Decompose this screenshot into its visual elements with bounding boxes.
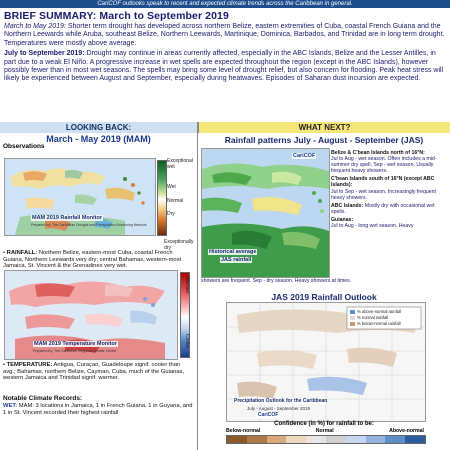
rainfall-bullet: • RAINFALL: Northern Belize, eastern-most Cuba, coastal French Guiana, Northern Leewards very dry; central Bahamas, western-most Jamaica, St. Vincent & the Grenadines very wet. bbox=[3, 250, 182, 270]
outlook-caption-1: Precipitation Outlook for the Caribbean bbox=[234, 398, 328, 404]
historical-map-caption-1: Historical average bbox=[209, 249, 257, 255]
rainfall-map-credit: Prepared by: The Caribbean Drought and Precipitation Monitoring Network bbox=[31, 223, 147, 227]
outlook-legend-above: % above-normal rainfall bbox=[357, 309, 401, 314]
records-title: Notable Climate Records: bbox=[3, 395, 83, 402]
rainfall-monitor-map bbox=[4, 158, 156, 236]
note-south-text: Jul to Sep - wet season. Increasingly frequent heavy showers. bbox=[331, 188, 436, 201]
looking-back-column bbox=[0, 122, 198, 450]
records-wet-text: MAM: 3 locations in Jamaica, 1 in French Guiana, 1 in Guyana, and 1 in St. Vincent recorded their highest rainfall bbox=[3, 403, 193, 416]
confidence-color-scale bbox=[226, 435, 426, 444]
rain-legend-bottom: Exceptionally dry bbox=[164, 239, 194, 251]
note-abc-heading: ABC Islands: bbox=[331, 202, 364, 209]
brief-summary bbox=[0, 8, 450, 84]
jas-title: Rainfall patterns July - August - September (JAS) bbox=[224, 135, 424, 145]
rain-legend-normal: Normal bbox=[167, 198, 184, 204]
brief-mam-text: Shorter term drought has developed across northern Belize, eastern extremities of Cuba, coastal French Guiana and the Northern Leewards while Aruba, southeast Belize, Northern Leewards, Martinique, Dominica, Barbados, and Trinidad are in long term drought. Temperatures were mostly above average. bbox=[4, 23, 445, 47]
note-guianas-text: Jul to Aug - long wet season. Heavy bbox=[331, 223, 414, 230]
confidence-below: Below-normal bbox=[226, 428, 261, 434]
brief-jas-lead: July to September 2019: bbox=[4, 50, 85, 58]
outlook-logo: CariCOF bbox=[258, 412, 279, 418]
historical-map-logo: CariCOF bbox=[293, 153, 316, 159]
note-abc bbox=[331, 203, 448, 215]
brief-paragraph-mam bbox=[4, 23, 446, 48]
note-north-text: Jul to Aug - wet season. Often includes a mid-summer dry spell. Sep - wet season. Usually frequent heavy showers. bbox=[331, 156, 437, 175]
confidence-title: Confidence (in %) for rainfall to be: bbox=[274, 421, 374, 427]
temperature-bullet-lead: TEMPERATURE: bbox=[6, 362, 53, 368]
rain-legend-dry: Dry bbox=[167, 211, 175, 217]
temp-legend-bottom: Cooler bbox=[184, 334, 190, 349]
jas-outlook-map bbox=[226, 302, 426, 422]
what-next-band: WHAT NEXT? bbox=[198, 122, 450, 133]
seasonal-notes bbox=[331, 150, 448, 229]
outlook-legend-below: % below-normal rainfall bbox=[357, 321, 401, 326]
historical-jas-rainfall-map bbox=[201, 148, 330, 278]
rainfall-bullet-text: Northern Belize, eastern-most Cuba, coastal French Guiana, Northern Leewards very dry; central Bahamas, western-most Jamaica, St. Vincent & the Grenadines very wet. bbox=[3, 250, 182, 270]
temperature-bullet-text: Antigua, Curaçao, Guadeloupe signif. cooler than avg.; Bahamas, northern Belize, Cayman, Cuba, much of the Guianas, western Jamaica and Trinidad signif. warmer. bbox=[3, 362, 185, 382]
rainfall-bullet-lead: RAINFALL: bbox=[6, 250, 38, 256]
jas-outlook-title: JAS 2019 Rainfall Outlook bbox=[271, 292, 377, 302]
brief-mam-lead: March to May 2019: bbox=[4, 23, 66, 30]
historical-map-caption-2: JAS rainfall bbox=[221, 257, 252, 263]
two-column-section bbox=[0, 122, 450, 450]
what-next-column bbox=[198, 122, 450, 450]
mam-title: March - May 2019 (MAM) bbox=[46, 134, 151, 144]
rain-legend-wet: Wet bbox=[167, 184, 176, 190]
brief-paragraph-jas bbox=[4, 50, 446, 84]
rainfall-legend-bar bbox=[157, 160, 167, 236]
note-north-heading: Belize & C'bean Islands north of 16°N: bbox=[331, 150, 425, 156]
header-strip: CariCOF outlooks speak to recent and expected climate trends across the Caribbean in general. bbox=[0, 0, 450, 8]
note-south-heading: C'bean Islands south of 16°N (except ABC Islands): bbox=[331, 176, 435, 189]
temperature-map-credit: Prepared by: The Caribbean Regional Climate Centre bbox=[33, 349, 117, 353]
confidence-above: Above-normal bbox=[389, 428, 424, 434]
confidence-headings bbox=[226, 428, 424, 434]
confidence-normal: Normal bbox=[315, 428, 334, 434]
temp-legend-top: Warmer bbox=[184, 276, 190, 294]
temperature-map-caption: MAM 2019 Temperature Monitor bbox=[34, 341, 118, 347]
temperature-bullet: • TEMPERATURE: Antigua, Curaçao, Guadeloupe signif. cooler than avg.; Bahamas, northern Belize, Cayman, Cuba, much of the Guianas, western Jamaica and Trinidad signif. warmer. bbox=[3, 362, 185, 382]
brief-title: BRIEF SUMMARY: March to September 2019 bbox=[4, 10, 229, 22]
outlook-caption-2: July - August - September 2019 bbox=[247, 406, 311, 411]
rainfall-map-caption: MAM 2019 Rainfall Monitor bbox=[32, 215, 102, 221]
records-wet bbox=[3, 403, 193, 416]
note-guianas-continued: showers are frequent. Sep - dry season. Heavy showers at times. bbox=[201, 278, 352, 284]
observations-label: Observations bbox=[3, 143, 45, 150]
brief-jas-text: Drought may continue in areas currently affected, especially in the ABC Islands, Belize and the Lesser Antilles, in part due to a weak El Niño. A progressive increase in wet spells are expected throughout the region (except in the ABC Islands), however possibly fewer than in most wet seasons. The spells may bring some level of drought relief, but also concern for flooding. Peak heat stress will likely be experienced between August and September, especially during heatwaves. Episodes of Saharan dust incursion are expected. bbox=[4, 50, 444, 83]
rain-legend-top: Exceptional wet bbox=[167, 158, 193, 170]
temperature-monitor-map bbox=[4, 270, 178, 360]
looking-back-band: LOOKING BACK: bbox=[0, 122, 197, 133]
note-abc-text: Mostly dry with occasional wet spells. bbox=[331, 202, 435, 215]
note-guianas-heading: Guianas: bbox=[331, 216, 354, 223]
records-wet-lead: WET: bbox=[3, 403, 18, 409]
outlook-legend-normal: % normal rainfall bbox=[357, 315, 389, 320]
